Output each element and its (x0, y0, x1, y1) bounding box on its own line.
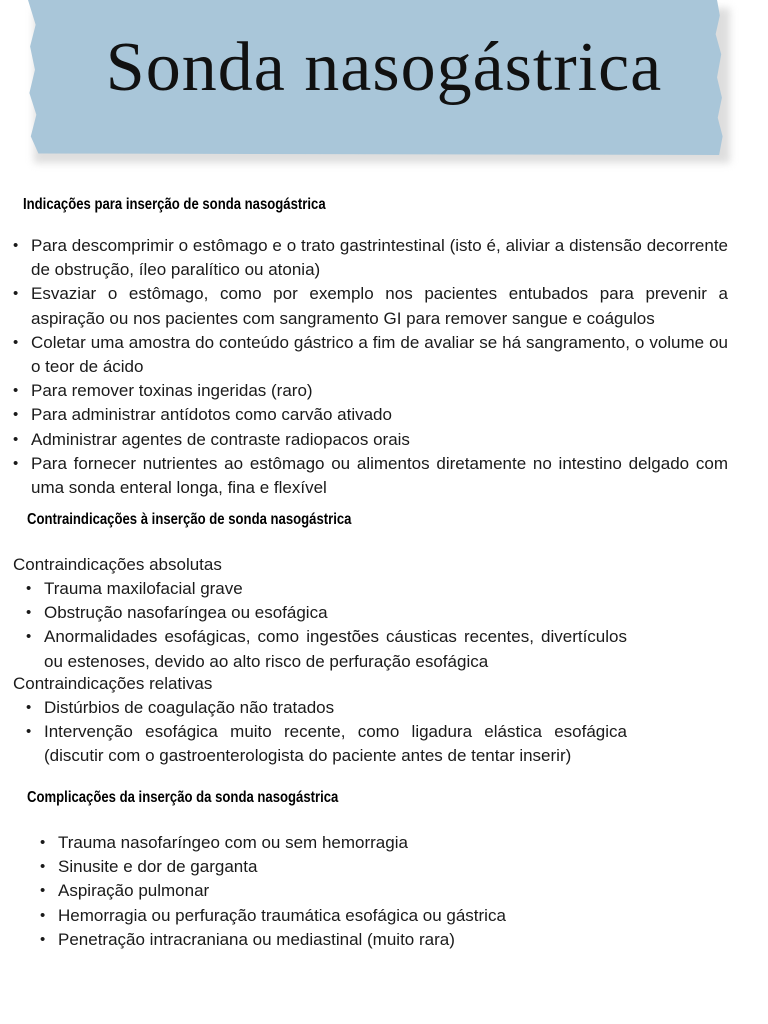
list-item: • Administrar agentes de contraste radiopacos orais (31, 428, 728, 452)
list-item: • Coletar uma amostra do conteúdo gástrico a fim de avaliar se há sangramento, o volume ou o teor de ácido (31, 331, 728, 379)
list-item: • Distúrbios de coagulação não tratados (44, 696, 627, 720)
list-item: • Para fornecer nutrientes ao estômago ou alimentos diretamente no intestino delgado com uma sonda enteral longa, fina e flexível (31, 452, 728, 500)
list-item: • Anormalidades esofágicas, como ingestões cáusticas recentes, divertículos ou estenoses, devido ao alto risco de perfuração esofágica (44, 625, 627, 673)
list-item: • Para remover toxinas ingeridas (raro) (31, 379, 728, 403)
complications-list (58, 831, 658, 952)
absolute-contraindications-label: Contraindicações absolutas (13, 555, 222, 574)
list-item: • Obstrução nasofaríngea ou esofágica (44, 601, 627, 625)
contraindications-heading: Contraindicações à inserção de sonda nasogástrica (27, 511, 352, 528)
complications-heading: Complicações da inserção da sonda nasogástrica (27, 789, 339, 806)
page-title: Sonda nasogástrica (105, 29, 663, 106)
relative-contraindications-list (44, 696, 627, 769)
list-item: • Aspiração pulmonar (58, 879, 658, 903)
relative-contraindications-label: Contraindicações relativas (13, 674, 213, 693)
list-item: • Esvaziar o estômago, como por exemplo nos pacientes entubados para prevenir a aspiração ou nos pacientes com sangramento GI para remover sangue e coágulos (31, 282, 728, 330)
list-item: • Sinusite e dor de garganta (58, 855, 658, 879)
list-item: • Hemorragia ou perfuração traumática esofágica ou gástrica (58, 904, 658, 928)
list-item: • Trauma nasofaríngeo com ou sem hemorragia (58, 831, 658, 855)
list-item: • Para descomprimir o estômago e o trato gastrintestinal (isto é, aliviar a distensão decorrente de obstrução, íleo paralítico ou atonia) (31, 234, 728, 282)
list-item: • Para administrar antídotos como carvão ativado (31, 403, 728, 427)
list-item: • Intervenção esofágica muito recente, como ligadura elástica esofágica (discutir com o gastroenterologista do paciente antes de tentar inserir) (44, 720, 627, 768)
list-item: • Trauma maxilofacial grave (44, 577, 627, 601)
indications-heading: Indicações para inserção de sonda nasogástrica (23, 196, 326, 213)
absolute-contraindications-list (44, 577, 627, 674)
list-item: • Penetração intracraniana ou mediastinal (muito rara) (58, 928, 658, 952)
indications-list (31, 234, 728, 500)
